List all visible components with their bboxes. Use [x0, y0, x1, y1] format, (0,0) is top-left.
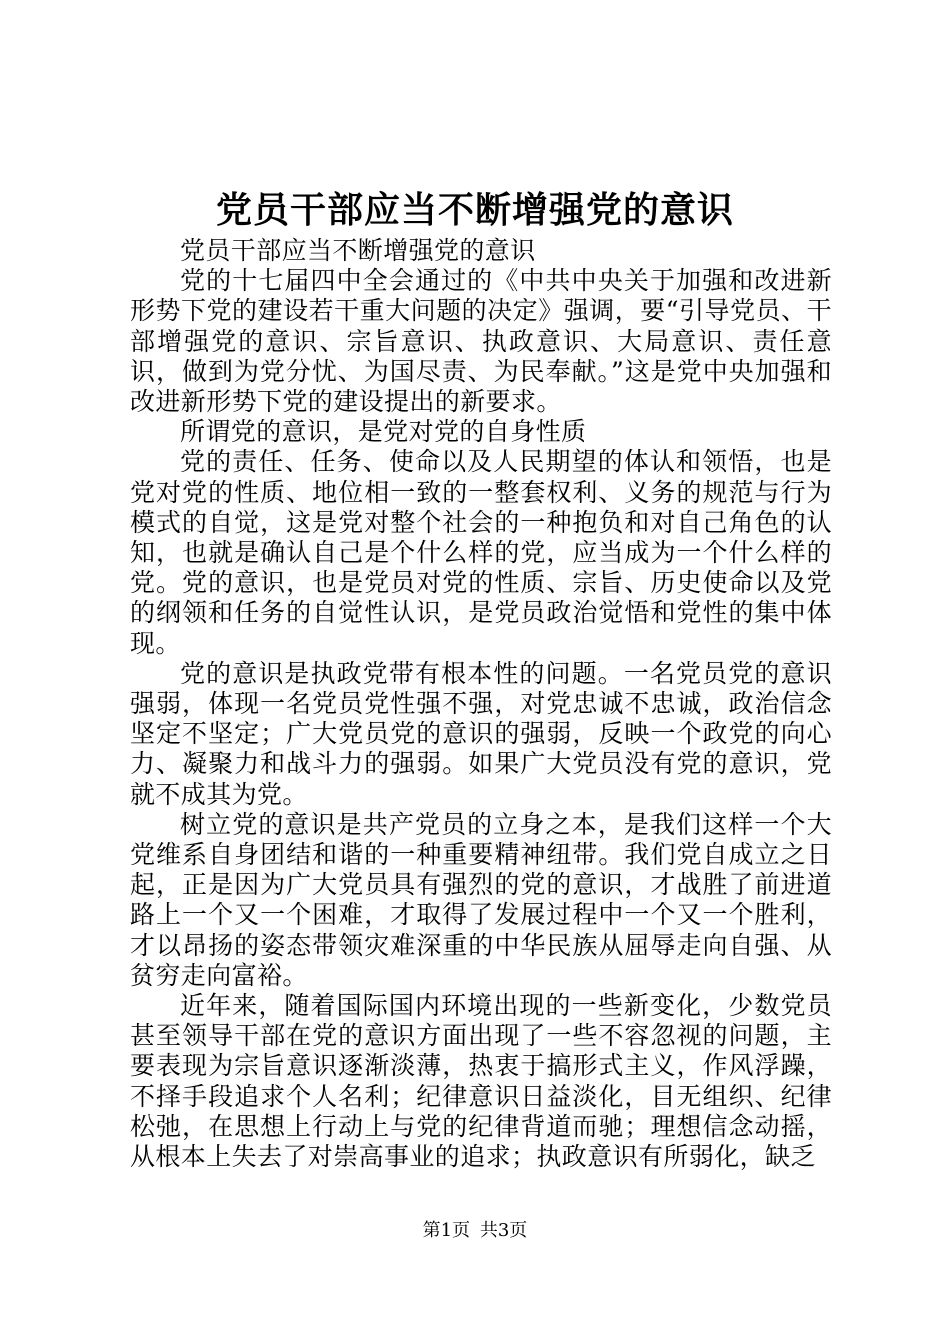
page-total: 共3页: [479, 1220, 528, 1241]
paragraph: 树立党的意识是共产党员的立身之本，是我们这样一个大党维系自身团结和谐的一种重要精神纽带。我们党自成立之日起，正是因为广大党员具有强烈的党的意识，才战胜了前进道路上一个又一个困难，才取得了发展过程中一个又一个胜利，才以昂扬的姿态带领灾难深重的中华民族从屈辱走向自强、从贫穷走向富裕。: [130, 809, 832, 990]
document-body: [130, 236, 832, 1172]
paragraph: 党的责任、任务、使命以及人民期望的体认和领悟，也是党对党的性质、地位相一致的一整套权利、义务的规范与行为模式的自觉，这是党对整个社会的一种抱负和对自己角色的认知，也就是确认自己是个什么样的党，应当成为一个什么样的党。党的意识，也是党员对党的性质、宗旨、历史使命以及党的纲领和任务的自觉性认识，是党员政治觉悟和党性的集中体现。: [130, 447, 832, 658]
paragraph: 党的意识是执政党带有根本性的问题。一名党员党的意识强弱，体现一名党员党性强不强，对党忠诚不忠诚，政治信念坚定不坚定；广大党员党的意识的强弱，反映一个政党的向心力、凝聚力和战斗力的强弱。如果广大党员没有党的意识，党就不成其为党。: [130, 658, 832, 809]
paragraph: 党的十七届四中全会通过的《中共中央关于加强和改进新形势下党的建设若干重大问题的决定》强调，要“引导党员、干部增强党的意识、宗旨意识、执政意识、大局意识、责任意识，做到为党分忧、为国尽责、为民奉献。”这是党中央加强和改进新形势下党的建设提出的新要求。: [130, 266, 832, 417]
paragraph: 近年来，随着国际国内环境出现的一些新变化，少数党员甚至领导干部在党的意识方面出现了一些不容忽视的问题，主要表现为宗旨意识逐渐淡薄，热衷于搞形式主义，作风浮躁，不择手段追求个人名利；纪律意识日益淡化，目无组织、纪律松弛，在思想上行动上与党的纪律背道而驰；理想信念动摇，从根本上失去了对崇高事业的追求；执政意识有所弱化，缺乏: [130, 991, 832, 1172]
page-footer: [0, 1219, 950, 1243]
page-number: 第1页: [422, 1220, 471, 1241]
document-title: 党员干部应当不断增强党的意识: [215, 189, 734, 231]
paragraph: 所谓党的意识，是党对党的自身性质: [180, 417, 587, 447]
paragraph: 党员干部应当不断增强党的意识: [180, 236, 536, 265]
